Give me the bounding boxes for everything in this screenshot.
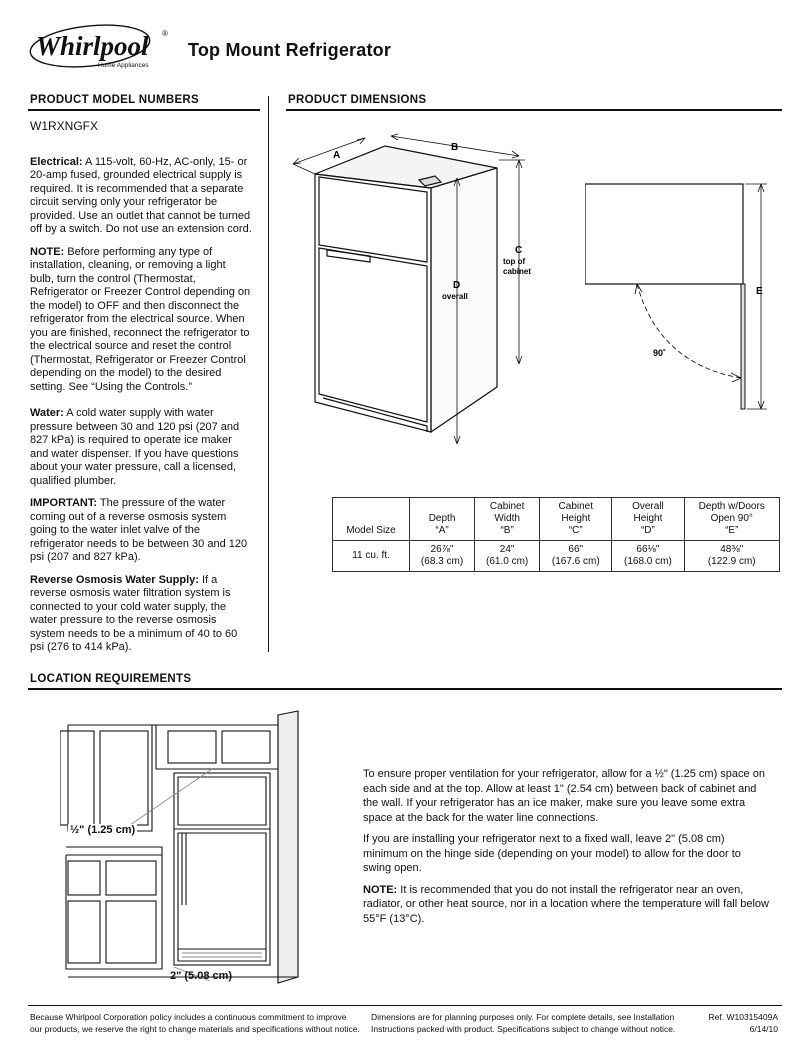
- cell-cabinet-height: 66" (167.6 cm): [540, 541, 612, 572]
- footer-policy-line2: our products, we reserve the right to change materials and specifications without notice.: [30, 1024, 360, 1034]
- footer-rule: [28, 1005, 782, 1006]
- fixed-wall-paragraph: If you are installing your refrigerator next to a fixed wall, leave 2" (5.08 cm) minimum on the hinge side (depending on your model) to allow for the door to swing open.: [363, 833, 741, 874]
- water-text: A cold water supply with water pressure between 30 and 120 psi (207 and 827 kPa) is required to operate ice maker and water dispenser. If you have questions about your water pressure, call a licensed, qualified plumber.: [30, 407, 240, 487]
- header-cabinet-height: Cabinet Height “C”: [540, 498, 612, 541]
- logo-subline: Home Appliances: [98, 62, 149, 69]
- logo-wordmark: Whirlpool: [36, 31, 149, 61]
- footer-ref-date: 6/14/10: [749, 1024, 778, 1034]
- label-d: D: [453, 280, 461, 291]
- dimensions-rule: [286, 109, 782, 111]
- electrical-text: A 115-volt, 60-Hz, AC-only, 15- or 20-amp fused, grounded electrical supply is required. It is recommended that a separate circuit serving only your refrigerator be provided. Use an outlet that cannot be turned off by a switch. Do not use an extension cord.: [30, 155, 252, 235]
- door-swing-diagram: [585, 178, 785, 414]
- model-number: W1RXNGFX: [30, 119, 99, 133]
- footer-policy-line1: Because Whirlpool Corporation policy includes a continuous commitment to improve: [30, 1012, 347, 1022]
- location-note-label: NOTE:: [363, 883, 398, 896]
- footer-reference: [690, 1011, 778, 1035]
- location-text: [363, 767, 771, 933]
- side-gap-label: 2" (5.08 cm): [170, 970, 233, 982]
- label-90-degrees: 90˚: [653, 348, 667, 358]
- reverse-osmosis-paragraph: [30, 574, 252, 655]
- footer-disclaimer-line2: Instructions packed with product. Specifications subject to change without notice.: [371, 1024, 676, 1034]
- cell-cabinet-width: 24" (61.0 cm): [475, 541, 540, 572]
- label-c-cabinet: cabinet: [503, 267, 532, 276]
- model-numbers-rule: [28, 109, 260, 111]
- ventilation-paragraph: To ensure proper ventilation for your refrigerator, allow for a ½" (1.25 cm) space on each side and at the top. Allow at least 1" (2.54 cm) between back of cabinet and the wall. If your refrigerator has an ice maker, make sure you leave some extra space at the back for the water line connections.: [363, 768, 765, 824]
- footer-policy: [30, 1011, 360, 1035]
- header-overall-height: Overall Height “D”: [612, 498, 684, 541]
- header-depth: Depth “A”: [410, 498, 475, 541]
- label-c: C: [515, 245, 523, 256]
- column-divider: [268, 96, 269, 652]
- cell-depth: 26⅞" (68.3 cm): [410, 541, 475, 572]
- label-b: B: [451, 142, 459, 153]
- important-paragraph: [30, 497, 252, 565]
- location-note-paragraph: [363, 883, 771, 927]
- location-diagram: [60, 705, 310, 990]
- dimensions-heading: PRODUCT DIMENSIONS: [288, 94, 427, 106]
- cell-model-size: 11 cu. ft.: [333, 541, 410, 572]
- header-model-size: Model Size: [333, 498, 410, 541]
- label-a: A: [333, 150, 341, 161]
- note-paragraph: [30, 246, 252, 395]
- model-specs: [30, 120, 252, 664]
- note-text: Before performing any type of installation, cleaning, or removing a light bulb, turn the control (Thermostat, Refrigerator or Freezer Control depending on the model) to OFF and then disconnect the refrigerator from the electrical source. When you are finished, reconnect the refrigerator to the electrical source and reset the control (Thermostat, Refrigerator or Freezer Control depending on the model) to the desired setting. See “Using the Controls.”: [30, 245, 251, 393]
- reverse-osmosis-text: If a reverse osmosis water filtration system is connected to your cold water supply, the water pressure to the reverse osmosis system needs to be a minimum of 40 to 60 psi (276 to 414 kPa).: [30, 573, 238, 653]
- dimensions-table: [332, 497, 780, 572]
- reverse-osmosis-label: Reverse Osmosis Water Supply:: [30, 573, 199, 586]
- label-d-overall: overall: [442, 292, 468, 301]
- refrigerator-dimension-diagram: [285, 132, 535, 452]
- location-note-text: It is recommended that you do not install the refrigerator near an oven, radiator, or other heat source, nor in a location where the temperature will fall below 55°F (13°C).: [363, 883, 769, 925]
- important-text: The pressure of the water coming out of a reverse osmosis system going to the water inlet valve of the refrigerator needs to be between 30 and 120 psi (207 and 827 kPa).: [30, 497, 248, 563]
- electrical-label: Electrical:: [30, 155, 83, 168]
- cell-overall-height: 66⅛" (168.0 cm): [612, 541, 684, 572]
- document-title: Top Mount Refrigerator: [188, 40, 392, 60]
- dimensions-header-row: [333, 498, 780, 541]
- footer-ref-number: Ref. W10315409A: [708, 1012, 778, 1022]
- logo-registered: ®: [162, 29, 168, 38]
- electrical-paragraph: [30, 156, 252, 237]
- footer-disclaimer: [371, 1011, 675, 1035]
- model-numbers-heading: PRODUCT MODEL NUMBERS: [30, 94, 200, 106]
- water-paragraph: [30, 407, 252, 488]
- label-e: E: [756, 286, 763, 297]
- note-label: NOTE:: [30, 245, 65, 258]
- top-gap-label: ½" (1.25 cm): [70, 824, 136, 836]
- footer-disclaimer-line1: Dimensions are for planning purposes only. For complete details, see Installation: [371, 1012, 675, 1022]
- header-cabinet-width: Cabinet Width “B”: [475, 498, 540, 541]
- water-label: Water:: [30, 407, 64, 419]
- header-depth-doors-open: Depth w/Doors Open 90° “E”: [684, 498, 780, 541]
- cell-depth-doors-open: 48⅜" (122.9 cm): [684, 541, 780, 572]
- location-heading: LOCATION REQUIREMENTS: [30, 673, 192, 685]
- label-c-top-of: top of: [503, 257, 526, 266]
- whirlpool-logo: [28, 20, 188, 80]
- location-rule: [28, 688, 782, 690]
- dimensions-data-row: [333, 541, 780, 572]
- important-label: IMPORTANT:: [30, 497, 98, 509]
